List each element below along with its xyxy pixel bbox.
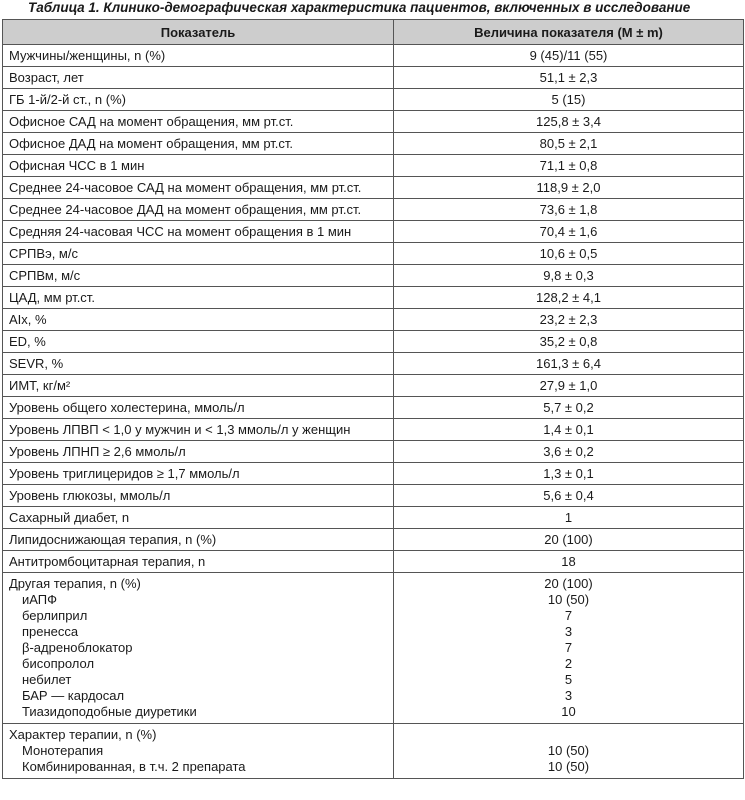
header-indicator: Показатель — [3, 20, 394, 45]
therapy-item-label: иАПФ — [22, 592, 58, 607]
row-value: 128,2 ± 4,1 — [394, 287, 744, 309]
table-header-row — [3, 20, 744, 45]
row-value: 9 (45)/11 (55) — [394, 45, 744, 67]
therapy-item-label: берлиприл — [22, 608, 88, 623]
other-therapy-row — [3, 573, 744, 724]
row-label: ГБ 1-й/2-й ст., n (%) — [3, 89, 394, 111]
row-value: 1 — [394, 507, 744, 529]
row-label: Липидоснижающая терапия, n (%) — [3, 529, 394, 551]
row-label: Офисное САД на момент обращения, мм рт.ст. — [3, 111, 394, 133]
row-label: AIx, % — [3, 309, 394, 331]
row-value: 5,6 ± 0,4 — [394, 485, 744, 507]
table-row — [3, 331, 744, 353]
row-value: 5,7 ± 0,2 — [394, 397, 744, 419]
row-label: ED, % — [3, 331, 394, 353]
row-value: 1,3 ± 0,1 — [394, 463, 744, 485]
table-row — [3, 353, 744, 375]
therapy-type-item-label: Монотерапия — [22, 743, 104, 758]
table-row — [3, 177, 744, 199]
row-label: Уровень общего холестерина, ммоль/л — [3, 397, 394, 419]
table-row — [3, 133, 744, 155]
therapy-item-value: 5 — [564, 672, 573, 687]
table-row — [3, 67, 744, 89]
table-row — [3, 441, 744, 463]
therapy-item-label: БАР — кардосал — [22, 688, 125, 703]
row-label: Средняя 24-часовая ЧСС на момент обращения в 1 мин — [3, 221, 394, 243]
table-row — [3, 287, 744, 309]
therapy-item-value: 3 — [564, 688, 573, 703]
therapy-type-row — [3, 724, 744, 779]
row-label: Возраст, лет — [3, 67, 394, 89]
table-row — [3, 397, 744, 419]
therapy-item-value: 3 — [564, 624, 573, 639]
row-label: Офисная ЧСС в 1 мин — [3, 155, 394, 177]
row-value: 23,2 ± 2,3 — [394, 309, 744, 331]
row-label: СРПВм, м/с — [3, 265, 394, 287]
therapy-item-value: 7 — [564, 640, 573, 655]
row-value: 71,1 ± 0,8 — [394, 155, 744, 177]
row-label: Среднее 24-часовое САД на момент обращения, мм рт.ст. — [3, 177, 394, 199]
row-value: 161,3 ± 6,4 — [394, 353, 744, 375]
therapy-type-item-value: 10 (50) — [547, 743, 590, 758]
therapy-item-value: 20 (100) — [544, 576, 593, 591]
row-label: Среднее 24-часовое ДАД на момент обращения, мм рт.ст. — [3, 199, 394, 221]
therapy-item-value: 7 — [564, 608, 573, 623]
row-value: 1,4 ± 0,1 — [394, 419, 744, 441]
table-row — [3, 111, 744, 133]
therapy-item-value: 10 (50) — [547, 592, 590, 607]
row-label: SEVR, % — [3, 353, 394, 375]
table-row — [3, 243, 744, 265]
row-value: 3,6 ± 0,2 — [394, 441, 744, 463]
row-label: Антитромбоцитарная терапия, n — [3, 551, 394, 573]
table-row — [3, 155, 744, 177]
table-row — [3, 551, 744, 573]
therapy-item-label: небилет — [22, 672, 72, 687]
row-value: 20 (100) — [394, 529, 744, 551]
row-label: СРПВэ, м/с — [3, 243, 394, 265]
row-value: 18 — [394, 551, 744, 573]
other-therapy-heading: Другая терапия, n (%) — [9, 576, 141, 591]
table-row — [3, 89, 744, 111]
row-value: 27,9 ± 1,0 — [394, 375, 744, 397]
therapy-item-label: β-адреноблокатор — [22, 640, 133, 655]
table-row — [3, 485, 744, 507]
table-row — [3, 375, 744, 397]
patient-characteristics-table — [2, 19, 744, 779]
therapy-type-item-value — [400, 727, 737, 743]
row-value: 118,9 ± 2,0 — [394, 177, 744, 199]
row-label: Мужчины/женщины, n (%) — [3, 45, 394, 67]
table-row — [3, 199, 744, 221]
table-row — [3, 463, 744, 485]
row-value: 80,5 ± 2,1 — [394, 133, 744, 155]
row-value: 5 (15) — [394, 89, 744, 111]
therapy-item-value: 2 — [564, 656, 573, 671]
therapy-type-item-label: Комбинированная, в т.ч. 2 препарата — [22, 759, 246, 774]
row-value: 51,1 ± 2,3 — [394, 67, 744, 89]
row-label: Уровень ЛПВП < 1,0 у мужчин и < 1,3 ммоль/л у женщин — [3, 419, 394, 441]
table-row — [3, 221, 744, 243]
therapy-type-values — [394, 724, 744, 779]
row-label: Уровень ЛПНП ≥ 2,6 ммоль/л — [3, 441, 394, 463]
table-caption: Таблица 1. Клинико-демографическая характеристика пациентов, включенных в исследование — [28, 0, 691, 15]
table-row — [3, 507, 744, 529]
therapy-type-item-value: 10 (50) — [547, 759, 590, 774]
row-value: 9,8 ± 0,3 — [394, 265, 744, 287]
therapy-item-label: бисопролол — [22, 656, 95, 671]
row-label: Уровень триглицеридов ≥ 1,7 ммоль/л — [3, 463, 394, 485]
table-row — [3, 419, 744, 441]
row-value: 10,6 ± 0,5 — [394, 243, 744, 265]
row-label: ЦАД, мм рт.ст. — [3, 287, 394, 309]
row-value: 70,4 ± 1,6 — [394, 221, 744, 243]
table-row — [3, 529, 744, 551]
row-label: ИМТ, кг/м² — [3, 375, 394, 397]
row-value: 35,2 ± 0,8 — [394, 331, 744, 353]
table-row — [3, 309, 744, 331]
row-label: Уровень глюкозы, ммоль/л — [3, 485, 394, 507]
table-row — [3, 45, 744, 67]
row-label: Офисное ДАД на момент обращения, мм рт.ст. — [3, 133, 394, 155]
therapy-item-label: Тиазидоподобные диуретики — [22, 704, 197, 719]
other-therapy-labels — [3, 573, 394, 724]
other-therapy-values — [394, 573, 744, 724]
therapy-type-labels — [3, 724, 394, 779]
table-row — [3, 265, 744, 287]
row-value: 73,6 ± 1,8 — [394, 199, 744, 221]
therapy-item-label: пренесса — [22, 624, 79, 639]
therapy-type-heading: Характер терапии, n (%) — [9, 727, 157, 742]
header-value: Величина показателя (М ± m) — [394, 20, 744, 45]
row-label: Сахарный диабет, n — [3, 507, 394, 529]
therapy-item-value: 10 — [561, 704, 576, 719]
row-value: 125,8 ± 3,4 — [394, 111, 744, 133]
